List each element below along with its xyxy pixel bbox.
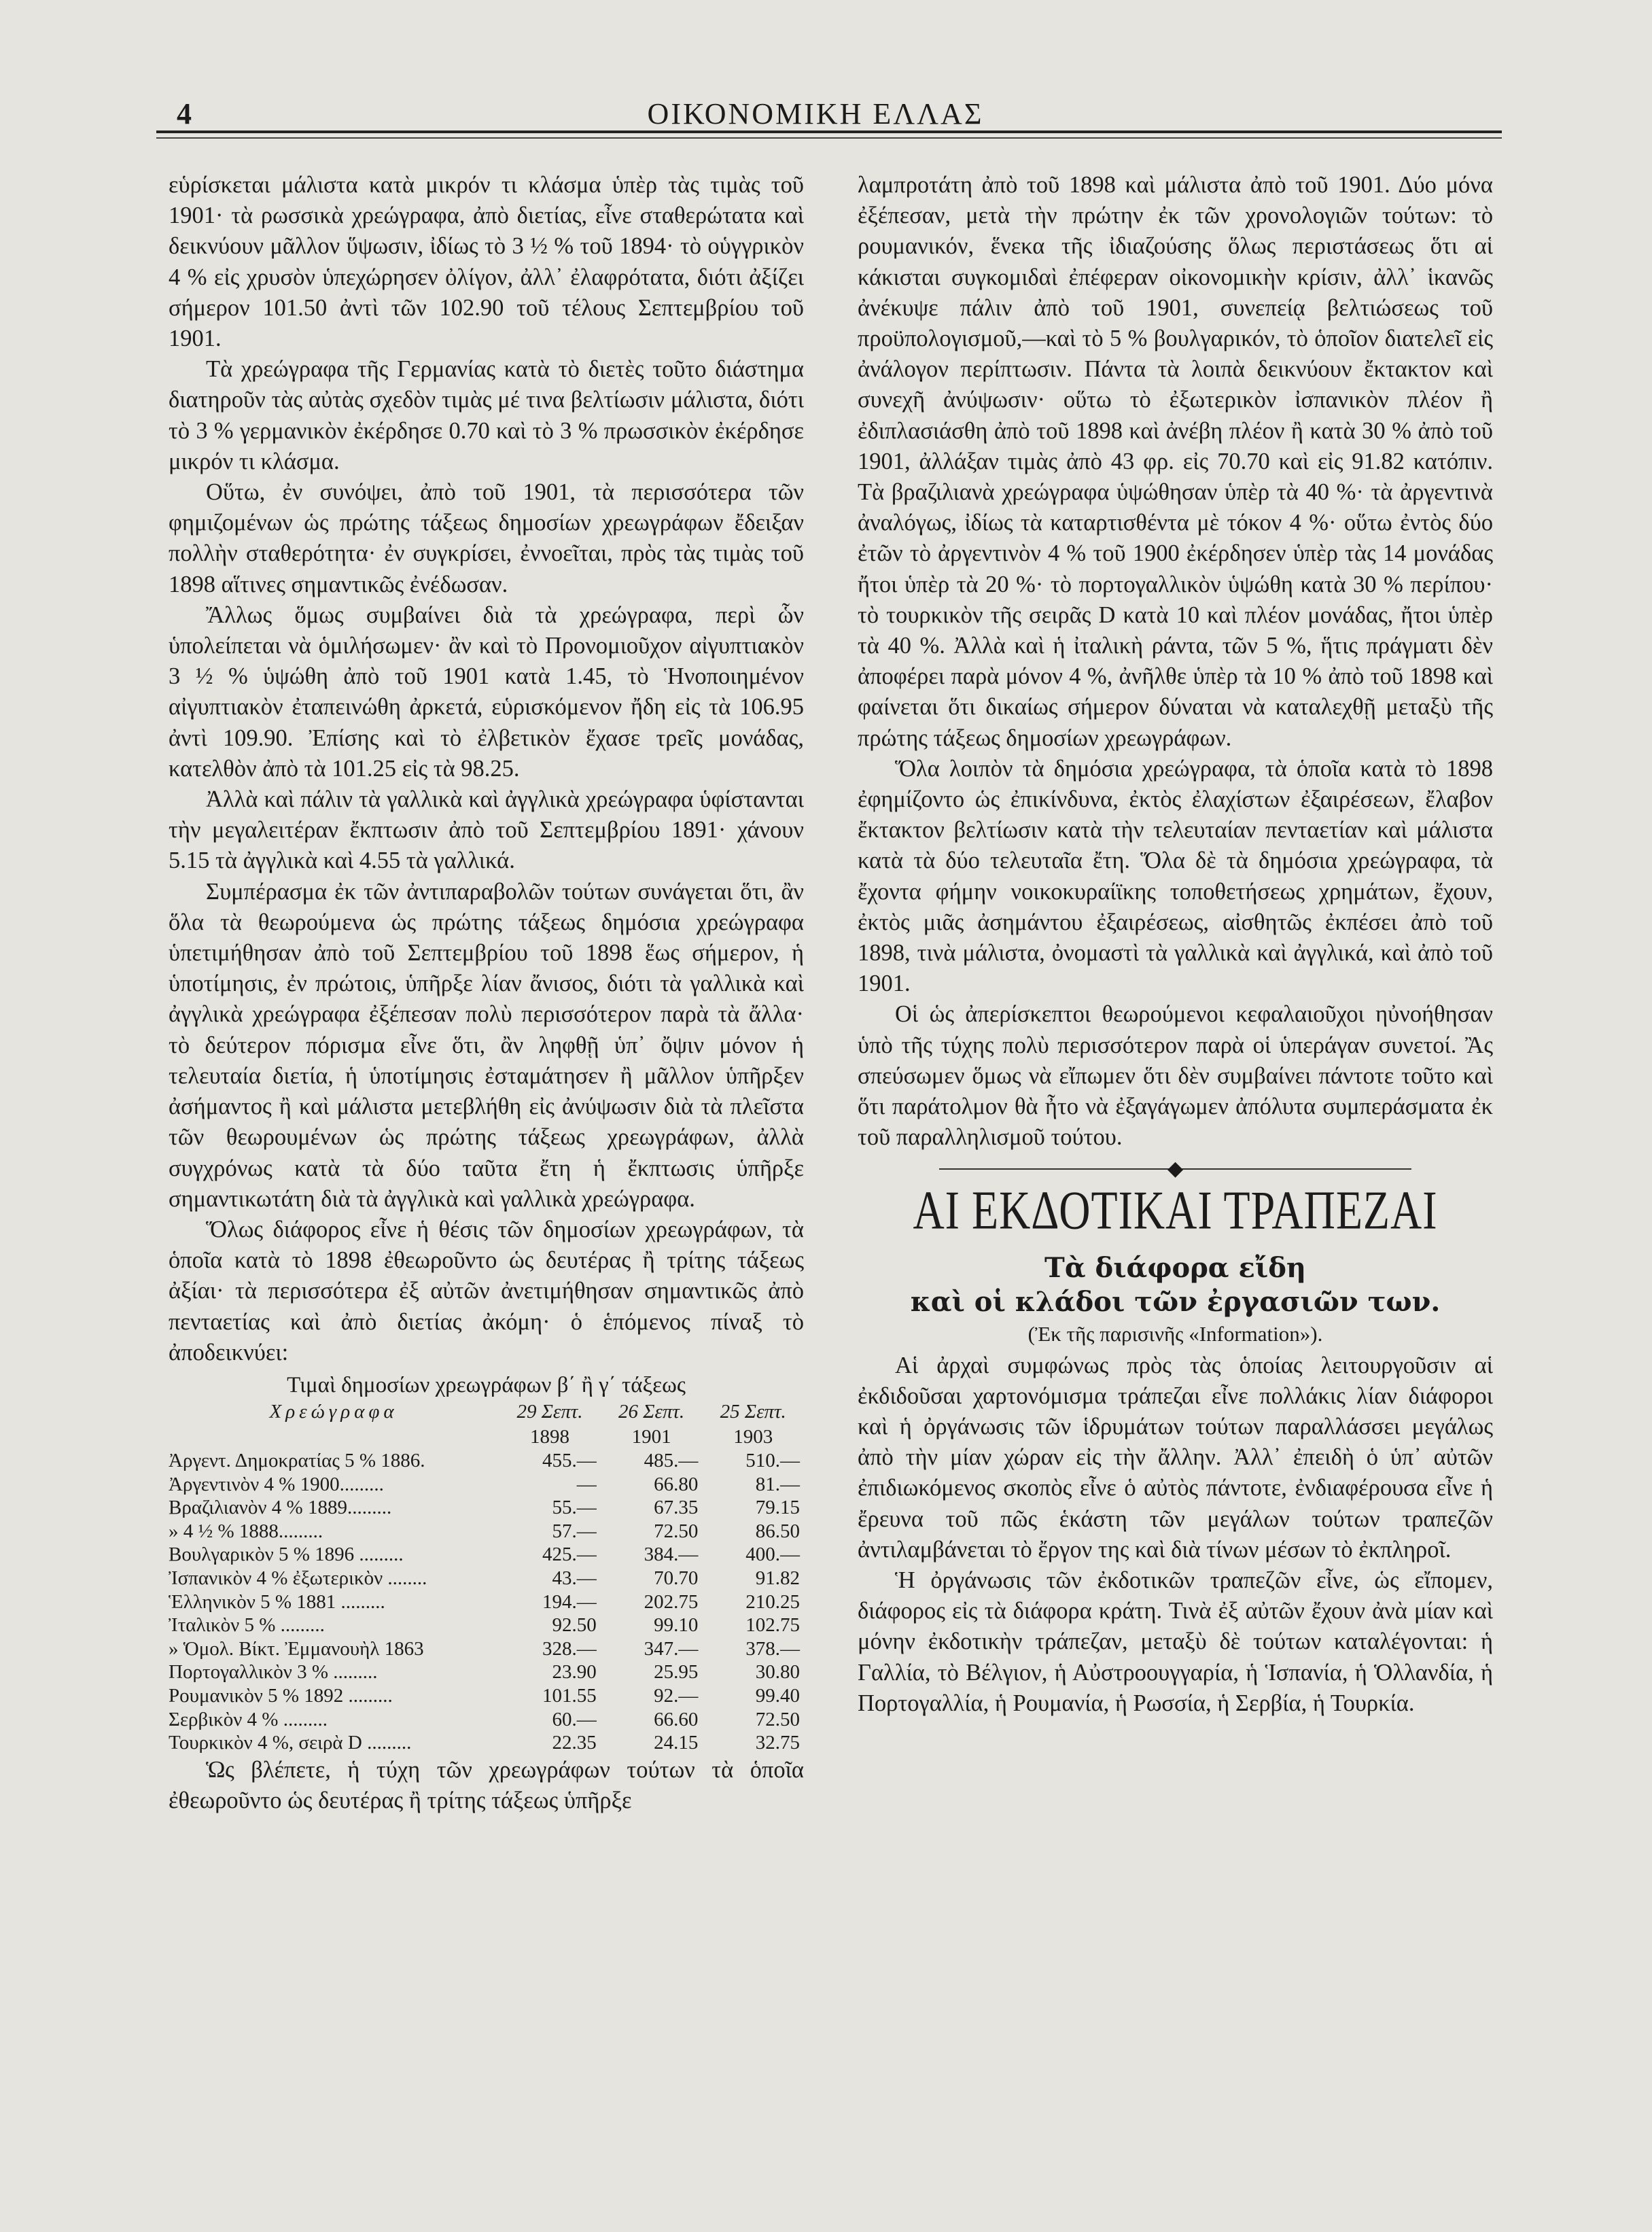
table-cell-value: 79.15 [755, 1497, 800, 1519]
table-cell-name: Βουλγαρικὸν 5 % 1896 ......... [169, 1544, 404, 1566]
table-cell-value: 102.75 [745, 1614, 800, 1637]
table-row [169, 1520, 804, 1544]
paragraph: Συμπέρασμα ἐκ τῶν ἀντιπαραβολῶν τούτων συνάγεται ὅτι, ἂν ὅλα τὰ θεωρούμενα ὡς πρώτης τάξεως δημόσια χρεώγραφα ὑπετιμήθησαν ἀπὸ τοῦ Σεπτεμβρίου τοῦ 1898 ἕως σήμερον, ἡ ὑποτίμησις, ἐν πρώτοις, ὑπῆρξε λίαν ἄνισος, διότι τὰ γαλλικὰ καὶ ἀγγλικὰ χρεώγραφα ἐξέπεσαν πολὺ περισσότερον παρὰ τὰ ἄλλα· τὸ δεύτερον πόρισμα εἶνε ὅτι, ἂν ληφθῇ ὑπ᾽ ὄψιν μόνον ἡ τελευταία διετία, ἡ ὑποτίμησις ἐσταμάτησεν ἢ μᾶλλον ὑπῆρξεν ἀσήμαντος ἢ καὶ μάλιστα μετεβλήθη εἰς ἀνύψωσιν διὰ τὰ πλεῖστα τῶν θεωρουμένων ὡς πρώτης τάξεως χρεωγράφων, ἀλλὰ συγχρόνως κατὰ τὰ δύο ταῦτα ἔτη ἡ ἔκπτωσις ὑπῆρξε σημαντικωτάτη διὰ τὰ ἀγγλικὰ καὶ γαλλικὰ χρεώγραφα. [169, 878, 804, 1212]
table-row [169, 1567, 804, 1590]
table-cell-value: 485.— [644, 1450, 699, 1472]
left-column [169, 170, 804, 1816]
table-cell-value: 328.— [542, 1637, 597, 1660]
paragraph: εὑρίσκεται μάλιστα κατὰ μικρόν τι κλάσμα ὑπὲρ τὰς τιμὰς τοῦ 1901· τὰ ρωσσικὰ χρεώγραφα, ἀπὸ διετίας, εἶνε σταθερώτατα καὶ δεικνύουν μᾶλλον ὕψωσιν, ἰδίως τὸ 3 ½ % τοῦ 1894· τὸ οὑγγρικὸν 4 % εἰς χρυσὸν ὑπεχώρησεν ὀλίγον, ἀλλ᾽ ἐλαφρότατα, διότι ἀξίζει σήμερον 101.50 ἀντὶ τῶν 102.90 τοῦ τέλους Σεπτεμβρίου τοῦ 1901. [169, 172, 804, 352]
table-cell-name: Ἀργεντ. Δημοκρατίας 5 % 1886. [169, 1450, 425, 1472]
table-row [169, 1708, 804, 1732]
section-source: (Ἐκ τῆς παρισινῆς «Information»). [1027, 1321, 1323, 1346]
paragraph: Ἀλλὰ καὶ πάλιν τὰ γαλλικὰ καὶ ἀγγλικὰ χρεώγραφα ὑφίστανται τὴν μεγαλειτέραν ἔκπτωσιν ἀπὸ τοῦ Σεπτεμβρίου 1891· χάνουν 5.15 τὰ ἀγγλικὰ καὶ 4.55 τὰ γαλλικά. [169, 786, 804, 874]
table-cell-value: 378.— [745, 1637, 800, 1660]
table-cell-value: 60.— [552, 1708, 597, 1730]
table-cell-name: Ἑλληνικὸν 5 % 1881 ......... [169, 1590, 385, 1613]
table-row [169, 1731, 804, 1755]
paragraph: Ὡς βλέπετε, ἡ τύχη τῶν χρεωγράφων τούτων τὰ ὁποῖα ἐθεωροῦντο ὡς δευτέρας ἢ τρίτης τάξεως ὑπῆρξε [169, 1756, 804, 1814]
table-cell-name: » Ὁμολ. Βίκτ. Ἐμμανουὴλ 1863 [169, 1637, 424, 1660]
table-cell-name: Ἰσπανικὸν 4 % ἐξωτερικὸν ........ [169, 1567, 427, 1590]
table-cell-value: 67.35 [654, 1497, 699, 1519]
table-row [169, 1449, 804, 1473]
running-title: ΟΙΚΟΝΟΜΙΚΗ ΕΛΛΑΣ [647, 97, 984, 130]
table-cell-value: 30.80 [755, 1661, 800, 1684]
table-col-header: Χρεώγραφα [269, 1400, 398, 1423]
table-cell-value: 43.— [552, 1567, 597, 1590]
table-cell-value: 425.— [542, 1544, 597, 1566]
table-cell-value: 70.70 [654, 1567, 699, 1590]
paragraph: Οἱ ὡς ἀπερίσκεπτοι θεωρούμενοι κεφαλαιοῦχοι ηὐνοήθησαν ὑπὸ τῆς τύχης πολὺ περισσότερον παρὰ οἱ ὑπεράγαν συνετοί. Ἂς σπεύσωμεν ὅμως νὰ εἴπωμεν ὅτι δὲν συμβαίνει πάντοτε τοῦτο καὶ ὅτι παράτολμον θὰ ἦτο νὰ ἐξαγάγωμεν ἀπόλυτα συμπεράσματα ἐκ τοῦ παραλληλισμοῦ τούτου. [858, 1001, 1493, 1151]
table-cell-name: Ρουμανικὸν 5 % 1892 ......... [169, 1685, 393, 1707]
page-header [156, 82, 1475, 136]
table-cell-value: 384.— [644, 1544, 699, 1566]
table-cell-value: 99.40 [755, 1685, 800, 1707]
table-cell-name: » 4 ½ % 1888......... [169, 1520, 323, 1542]
table-cell-value: 32.75 [755, 1732, 800, 1754]
table-row [169, 1543, 804, 1567]
table-row [169, 1590, 804, 1614]
table-cell-value: 66.60 [654, 1708, 699, 1730]
table-cell-name: Ἰταλικὸν 5 % ......... [169, 1614, 325, 1637]
table-row [169, 1684, 804, 1708]
table-col-year: 1903 [733, 1425, 773, 1448]
table-title: Τιμαὶ δημοσίων χρεωγράφων β΄ ἢ γ΄ τάξεως [287, 1372, 686, 1397]
page-number: 4 [177, 97, 192, 130]
table-cell-name: Σερβικὸν 4 % ......... [169, 1708, 328, 1730]
table-cell-value: — [576, 1473, 597, 1495]
paragraph: λαμπροτάτη ἀπὸ τοῦ 1898 καὶ μάλιστα ἀπὸ τοῦ 1901. Δύο μόνα ἐξέπεσαν, μετὰ τὴν πρώτην ἐκ τῶν χρονολογιῶν τούτων: τὸ ρουμανικόν, ἕνεκα τῆς ἰδιαζούσης ὅλως περιστάσεως ὅτι αἱ κάκισται συγκομιδαὶ ἐπέφεραν οἰκονομικὴν κρίσιν, ἀλλ᾽ ἱκανῶς ἀνέκυψε πάλιν ἀπὸ τοῦ 1901, συνεπείᾳ βελτιώσεως τοῦ προϋπολογισμοῦ,—καὶ τὸ 5 % βουλγαρικόν, τὸ ὁποῖον διατελεῖ εἰς ἀνάλογον περίπτωσιν. Πάντα τὰ λοιπὰ δεικνύουν ἔκτακτον καὶ συνεχῆ ἀνύψωσιν· οὕτω τὸ ἐξωτερικὸν ἰσπανικὸν πλέον ἢ ἐδιπλασιάσθη ἀπὸ τοῦ 1898 καὶ ἀνέβη πλέον ἢ κατὰ 30 % ἀπὸ τοῦ 1901, ἀλλάξαν τιμὰς ἀπὸ 43 φρ. εἰς 70.70 καὶ εἰς 91.82 κατόπιν. Τὰ βραζιλιανὰ χρεώγραφα ὑψώθησαν ὑπὲρ τὰ 40 %· τὰ ἀργεντινὰ ἀναλόγως, ἰδίως τὰ καταρτισθέντα μὲ τόκον 4 %· οὕτω ἐντὸς δύο ἐτῶν τὸ ἀργεντινὸν 4 % τοῦ 1900 ἐκέρδησεν ὑπὲρ τὰς 14 μονάδας ἤτοι ὑπὲρ τὰ 20 %· τὸ πορτογαλλικὸν ὑψώθη κατὰ 30 % περίπου· τὸ τουρκικὸν τῆς σειρᾶς D κατὰ 10 καὶ πλέον μονάδας, ἤτοι ὑπὲρ τὰ 40 %. Ἀλλὰ καὶ ἡ ἰταλικὴ ράντα, τῶν 5 %, ἥτις πράγματι δὲν ἀποφέρει παρὰ μόνον 4 %, ἀνῆλθε ὑπὲρ τὰ 10 % ἀπὸ τοῦ 1898 καὶ φαίνεται ὅτι δικαίως σήμερον δύναται νὰ καταλεχθῇ μεταξὺ τῆς πρώτης τάξεως δημοσίων χρεωγράφων. [858, 172, 1493, 751]
table-cell-value: 92.50 [552, 1614, 597, 1637]
table-cell-name: Πορτογαλλικὸν 3 % ......... [169, 1661, 378, 1684]
paragraph: Ἡ ὀργάνωσις τῶν ἐκδοτικῶν τραπεζῶν εἶνε, ὡς εἴπομεν, διάφορος εἰς τὰ διάφορα κράτη. Τινὰ ἐξ αὐτῶν ἔχουν ἀνὰ μίαν καὶ μόνην ἐκδοτικὴν τράπεζαν, μεταξὺ δὲ τούτων καταλέγονται: ἡ Γαλλία, τὸ Βέλγιον, ἡ Αὐστροουγγαρία, ἡ Ἱσπανία, ἡ Ὁλλανδία, ἡ Πορτογαλλία, ἡ Ρουμανία, ἡ Ρωσσία, ἡ Σερβία, ἡ Τουρκία. [858, 1567, 1493, 1716]
paragraph: Αἱ ἀρχαὶ συμφώνως πρὸς τὰς ὁποίας λειτουργοῦσιν αἱ ἐκδιδοῦσαι χαρτονόμισμα τράπεζαι εἶνε πολλάκις λίαν διάφοροι καὶ ἡ ὀργάνωσις τῶν ἱδρυμάτων τούτων παραλλάσσει μεγάλως ἀπὸ τὴν μίαν χώραν εἰς τὴν ἄλλην. Ἀλλ᾽ ἐπειδὴ ὁ ὑπ᾽ αὐτῶν ἐπιδιωκόμενος σκοπὸς εἶνε ὁ αὐτὸς πάντοτε, ἐνδιαφέρουσα εἶνε ἡ ἔρευνα τοῦ πῶς ἑκάστη τῶν μεγάλων τούτων τραπεζῶν ἀντιλαμβάνεται τὸ ἔργον της καὶ διὰ τίνων μέσων τὸ ἐκπληροῖ. [858, 1352, 1493, 1563]
bond-price-table [169, 1399, 804, 1755]
table-cell-value: 91.82 [755, 1567, 800, 1590]
table-cell-value: 81.— [755, 1473, 800, 1495]
paragraph: Τὰ χρεώγραφα τῆς Γερμανίας κατὰ τὸ διετὲς τοῦτο διάστημα διατηροῦν τὰς αὐτὰς σχεδὸν τιμὰς μέ τινα βελτίωσιν μάλιστα, διότι τὸ 3 % γερμανικὸν ἐκέρδησε 0.70 καὶ τὸ 3 % πρωσσικὸν ἐκέρδησε μικρόν τι κλάσμα. [169, 356, 804, 474]
table-cell-value: 510.— [745, 1450, 800, 1472]
table-row [169, 1614, 804, 1637]
table-cell-value: 55.— [552, 1497, 597, 1519]
table-cell-value: 99.10 [654, 1614, 699, 1637]
paragraph: Ὅλα λοιπὸν τὰ δημόσια χρεώγραφα, τὰ ὁποῖα κατὰ τὸ 1898 ἐφημίζοντο ὡς ἐπικίνδυνα, ἐκτὸς ἐλαχίστων ἐξαιρέσεων, ἔλαβον ἔκτακτον βελτίωσιν κατὰ τὴν τελευταίαν πενταετίαν καὶ μάλιστα κατὰ τὰ δύο τελευταῖα ἔτη. Ὅλα δὲ τὰ δημόσια χρεώγραφα, τὰ ἔχοντα φήμην νοικοκυραίϊκης τοποθετήσεως χρημάτων, ἔχουν, ἐκτὸς μιᾶς ἀσημάντου ἐξαιρέσεως, αἰσθητῶς ἐκπέσει ἀπὸ τοῦ 1898, τινὰ μάλιστα, ὀνομαστὶ τὰ γαλλικὰ καὶ ἀγγλικά, καὶ ἀπὸ τοῦ 1901. [858, 755, 1493, 997]
table-header-row [169, 1399, 804, 1425]
table-row [169, 1660, 804, 1684]
table-cell-value: 23.90 [552, 1661, 597, 1684]
table-body [169, 1449, 804, 1755]
table-row [169, 1496, 804, 1520]
table-cell-value: 101.55 [542, 1685, 597, 1707]
table-cell-name: Ἀργεντινὸν 4 % 1900......... [169, 1473, 384, 1495]
paragraph: Οὕτω, ἐν συνόψει, ἀπὸ τοῦ 1901, τὰ περισσότερα τῶν φημιζομένων ὡς πρώτης τάξεως δημοσίων χρεωγράφων ἔδειξαν πολλὴν σταθερότητα· ἐν συγκρίσει, ἐννοεῖται, πρὸς τὰς τιμὰς τοῦ 1898 αἵτινες σημαντικῶς ἐνέδωσαν. [169, 479, 804, 597]
paragraph: Ὅλως διάφορος εἶνε ἡ θέσις τῶν δημοσίων χρεωγράφων, τὰ ὁποῖα κατὰ τὸ 1898 ἐθεωροῦντο ὡς δευτέρας ἢ τρίτης τάξεως ἀξίαι· τὰ περισσότερα ἐξ αὐτῶν ἀνετιμήθησαν σημαντικῶς ἀπὸ πενταετίας καὶ ἀπὸ διετίας ἀκόμη· ὁ ἑπόμενος πίναξ τὸ ἀποδεικνύει: [169, 1216, 804, 1365]
table-cell-value: 72.50 [755, 1708, 800, 1730]
table-header-row [169, 1425, 804, 1450]
table-cell-value: 86.50 [755, 1520, 800, 1542]
table-cell-value: 72.50 [654, 1520, 699, 1542]
table-col-year: 1901 [631, 1425, 671, 1448]
table-cell-value: 347.— [644, 1637, 699, 1660]
table-cell-value: 92.— [654, 1685, 699, 1707]
table-cell-name: Βραζιλιανὸν 4 % 1889......... [169, 1497, 392, 1519]
table-col-date: 29 Σεπτ. [516, 1400, 583, 1423]
table-row [169, 1473, 804, 1497]
table-col-year: 1898 [529, 1425, 569, 1448]
section-divider-ornament: ◆ [1167, 1157, 1184, 1180]
table-cell-value: 57.— [552, 1520, 597, 1542]
table-col-date: 26 Σεπτ. [618, 1400, 685, 1423]
section-title: ΑΙ ΕΚΔΟΤΙΚΑΙ ΤΡΑΠΕΖΑΙ [913, 1179, 1438, 1240]
table-cell-value: 25.95 [654, 1661, 699, 1684]
table-row [169, 1637, 804, 1661]
table-cell-value: 22.35 [552, 1732, 597, 1754]
table-col-date: 25 Σεπτ. [720, 1400, 786, 1423]
section-subtitle: Τὰ διάφορα εἴδη [1044, 1251, 1306, 1284]
table-cell-value: 66.80 [654, 1473, 699, 1495]
section-subtitle: καὶ οἱ κλάδοι τῶν ἐργασιῶν των. [910, 1285, 1441, 1318]
right-column [858, 170, 1493, 1719]
table-cell-name: Τουρκικὸν 4 %, σειρὰ D ......... [169, 1732, 412, 1754]
table-cell-value: 202.75 [644, 1590, 699, 1613]
table-cell-value: 455.— [542, 1450, 597, 1472]
table-cell-value: 194.— [542, 1590, 597, 1613]
header-rule-thin [156, 137, 1502, 139]
table-cell-value: 400.— [745, 1544, 800, 1566]
table-cell-value: 210.25 [745, 1590, 800, 1613]
table-cell-value: 24.15 [654, 1732, 699, 1754]
paragraph: Ἄλλως ὅμως συμβαίνει διὰ τὰ χρεώγραφα, περὶ ὧν ὑπολείπεται νὰ ὁμιλήσωμεν· ἂν καὶ τὸ Προνομιοῦχον αἰγυπτιακὸν 3 ½ % ὑψώθη ἀπὸ τοῦ 1901 κατὰ 1.45, τὸ Ἡνοποιημένον αἰγυπτιακὸν ἐταπεινώθη ἀρκετά, εὑρισκόμενον ἤδη εἰς τὰ 106.95 ἀντὶ 109.90. Ἐπίσης καὶ τὸ ἐλβετικὸν ἔχασε τρεῖς μονάδας, κατελθὸν ἀπὸ τὰ 101.25 εἰς τὰ 98.25. [169, 601, 804, 782]
header-rule-thick [156, 130, 1502, 133]
